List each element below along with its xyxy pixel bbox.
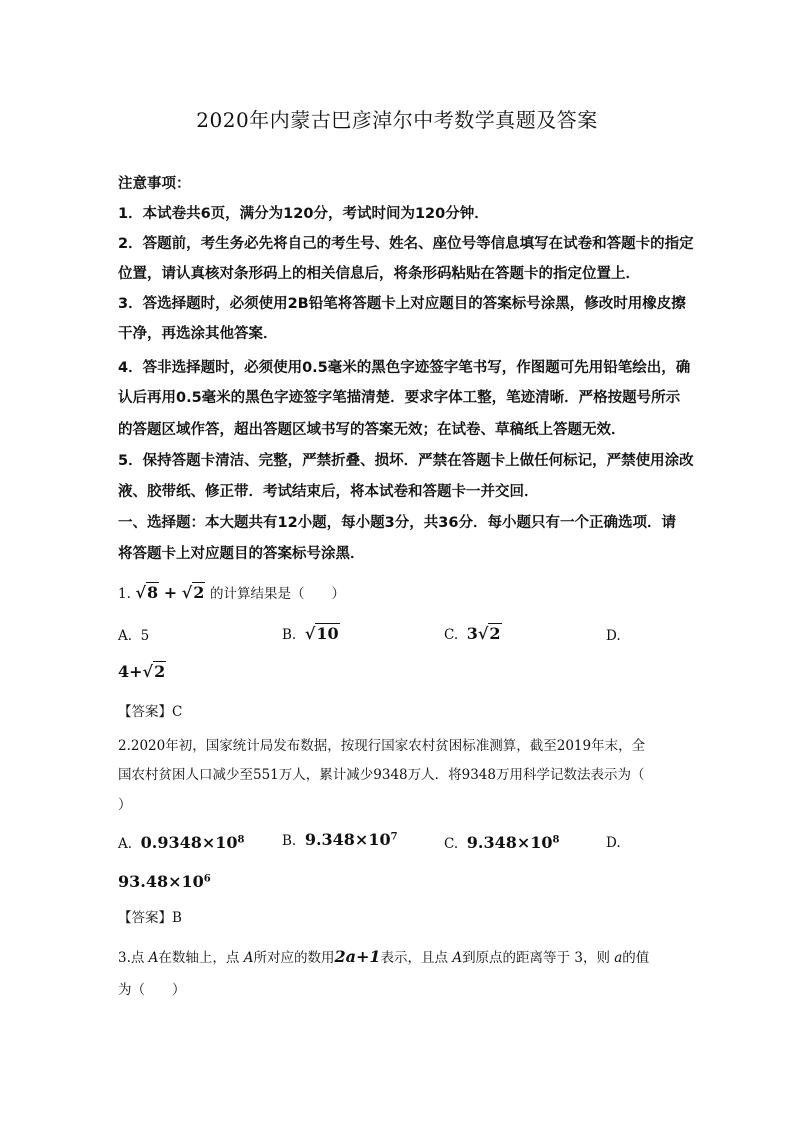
q1-radical-8: √8 [135,583,159,602]
section1-line2: 将答题卡上对应题目的答案标号涂黑． [118,546,365,562]
notice-item-3b: 干净，再选涂其他答案． [118,326,278,342]
q2-option-c: C. $9.348\times 10^8$ [444,833,560,852]
q3-line2: 为（ ） [118,982,186,998]
q1-option-c: C. 3√2 [444,624,501,643]
section1-line1: 一、选择题：本大题共有12小题，每小题3分，共36分．每小题只有一个正确选项．请 [118,515,676,531]
q1-answer: 【答案】C [118,704,183,720]
notice-item-1: 1．本试卷共6页，满分为120分，考试时间为120分钟． [118,206,489,222]
q2-line3: ） [118,797,132,813]
notice-item-4c: 的答题区域作答，超出答题区域书写的答案无效；在试卷、草稿纸上答题无效． [118,422,626,438]
q1-option-a: A. 5 [118,628,150,644]
notice-item-3a: 3．答选择题时，必须使用2B铅笔将答题卡上对应题目的答案标号涂黑，修改时用橡皮擦 [118,296,686,312]
q1-number: 1. [118,586,131,602]
notice-item-5a: 5．保持答题卡清洁、完整，严禁折叠、损坏．严禁在答题卡上做任何标记，严禁使用涂改 [118,453,694,469]
q1-plus: + [163,583,178,602]
q2-answer: 【答案】B [118,910,182,926]
question-1-stem [118,582,683,602]
q2-line1: 2.2020年初，国家统计局发布数据，按现行国家农村贫困标准测算，截至2019年末，全 [118,738,646,754]
notice-item-2b: 位置，请认真核对条形码上的相关信息后，将条形码粘贴在答题卡的指定位置上． [118,266,640,282]
notice-item-4b: 认后再用0.5毫米的黑色字迹签字笔描清楚．要求字体工整，笔迹清晰．严格按题号所示 [118,390,681,406]
q1-radical-2: √2 [181,583,205,602]
q2-option-b: B. $9.348\times 10^7$ [282,830,398,849]
page-title: 2020年内蒙古巴彦淖尔中考数学真题及答案 [196,108,598,132]
notice-item-4a: 4．答非选择题时，必须使用0.5毫米的黑色字迹签字笔书写，作图题可先用铅笔绘出，确 [118,360,691,376]
notice-item-5b: 液、胶带纸、修正带．考试结束后，将本试卷和答题卡一并交回． [118,484,539,500]
q2-line2: 国农村贫困人口减少至551万人，累计减少9348万人．将9348万用科学记数法表示为（ [118,767,645,783]
q2-option-a: A. $0.9348\times 10^8$ [118,833,245,852]
q3-expression: 2a+1 [334,947,381,966]
notice-heading: 注意事项： [118,176,191,192]
q1-option-b: B. √10 [282,624,339,643]
q3-line1: 3.点 A在数轴上，点 A所对应的数用2a+1表示，且点 A到原点的距离等于 3，则 a的值 [118,947,650,966]
q2-option-d-label: D. [606,835,621,851]
notice-item-2a: 2．答题前，考生务必先将自己的考生号、姓名、座位号等信息填写在试卷和答题卡的指定 [118,236,694,252]
q1-option-d-label: D. [606,628,621,644]
q1-option-d: 4+√2 [118,662,166,681]
q2-option-d: $93.48\times 10^6$ [118,872,211,891]
q1-stem-text: 的计算结果是（ ） [210,586,346,602]
